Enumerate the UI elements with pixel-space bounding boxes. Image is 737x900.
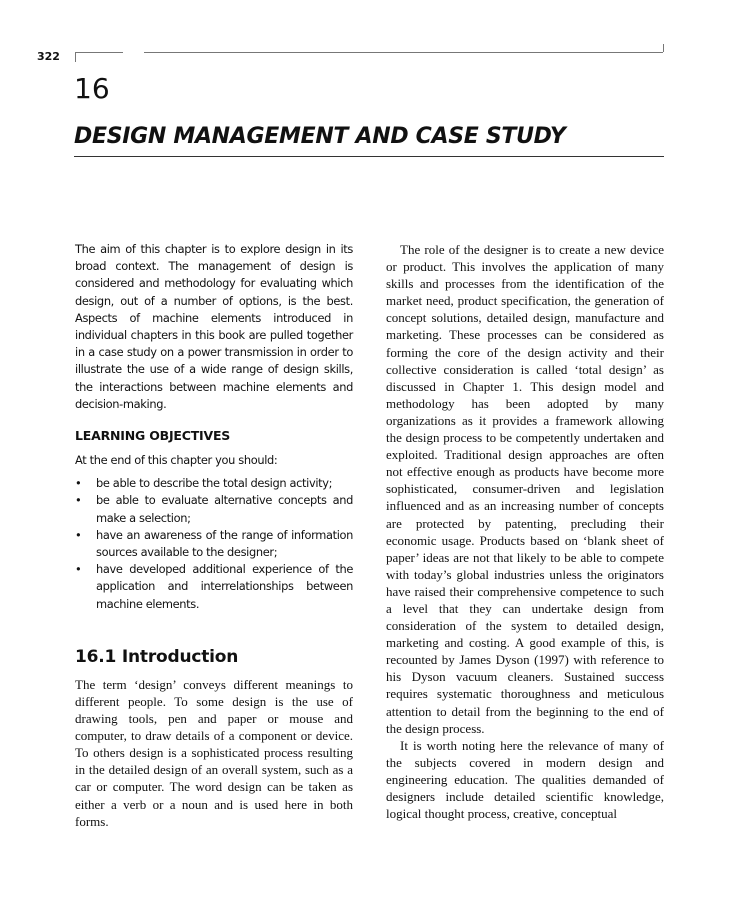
left-column (75, 241, 353, 830)
objective-text: have an awareness of the range of information sources available to the designer; (96, 527, 353, 560)
body-paragraph: The role of the designer is to create a new device or product. This involves the application of many skills and processes from the identification of the market need, product specification, the generation of concept solutions, detailed design, manufacture and marketing. These processes can be considered as forming the core of the design activity and their collective consideration is called ‘total design’ as discussed in Chapter 1. This design model and methodology has been adopted by many organizations as it provides a framework allowing the design process to be competently undertaken and exploited. Traditional design approaches are often not effective enough as products have become more sophisticated, consumer-driven and legislation influenced and as an increasing number of concepts are protected by patenting, precluding their economic usage. Products based on ‘blank sheet of paper’ ideas are not that likely to be able to compete with today’s global industries unless the originators have raised their comprehensive competence to such a level that they can undertake design from consideration of the system to detailed design, marketing and costing. A good example of this, is recounted by James Dyson (1997) with reference to his Dyson vacuum cleaners. Sustained success requires systematic thoroughness and meticulous attention to detail from the beginning to the end of the design process. (386, 242, 664, 736)
section-heading: 16.1 Introduction (75, 646, 239, 667)
title-rule (74, 156, 664, 157)
crop-mark-left (75, 52, 123, 62)
crop-mark-right (663, 44, 664, 52)
bullet-icon: • (75, 527, 82, 542)
bullet-icon: • (75, 476, 82, 491)
objective-item (75, 561, 353, 613)
objective-text: be able to evaluate alternative concepts and make a selection; (96, 493, 353, 525)
chapter-title: DESIGN MANAGEMENT AND CASE STUDY (74, 124, 566, 149)
learning-objectives-list (75, 475, 353, 613)
bullet-icon: • (75, 493, 82, 508)
objective-text: be able to describe the total design activity; (96, 476, 333, 491)
right-column (386, 241, 664, 822)
objective-text: have developed additional experience of the application and interrelationships between machine elements. (96, 562, 353, 611)
chapter-abstract: The aim of this chapter is to explore design in its broad context. The management of design is considered and methodology for evaluating which design, out of a number of options, is the best. Aspects of machine elements introduced in individual chapters in this book are pulled together in a case study on a power transmission in order to illustrate the use of a wide range of design skills, the interactions between machine elements and decision-making. (75, 242, 353, 411)
learning-objectives-heading: LEARNING OBJECTIVES (75, 428, 231, 444)
objective-item (75, 492, 353, 526)
page-number: 322 (37, 50, 60, 63)
chapter-number: 16 (74, 72, 110, 105)
header-rule (144, 52, 663, 53)
objective-item (75, 475, 353, 492)
learning-objectives-intro: At the end of this chapter you should: (75, 453, 278, 468)
bullet-icon: • (75, 562, 82, 577)
objective-item (75, 527, 353, 561)
body-paragraph: It is worth noting here the relevance of many of the subjects covered in modern design and engineering education. The qualities demanded of designers include detailed scientific knowledge, logical thought process, creative, conceptual (386, 737, 664, 822)
introduction-paragraph: The term ‘design’ conveys different meanings to different people. To some design is the use of drawing tools, pen and paper or mouse and computer, to draw details of a component or device. To others design is a sophisticated process resulting in the detailed design of an overall system, such as a car or computer. The word design can be taken as either a verb or a noun and is used here in both forms. (75, 676, 353, 829)
